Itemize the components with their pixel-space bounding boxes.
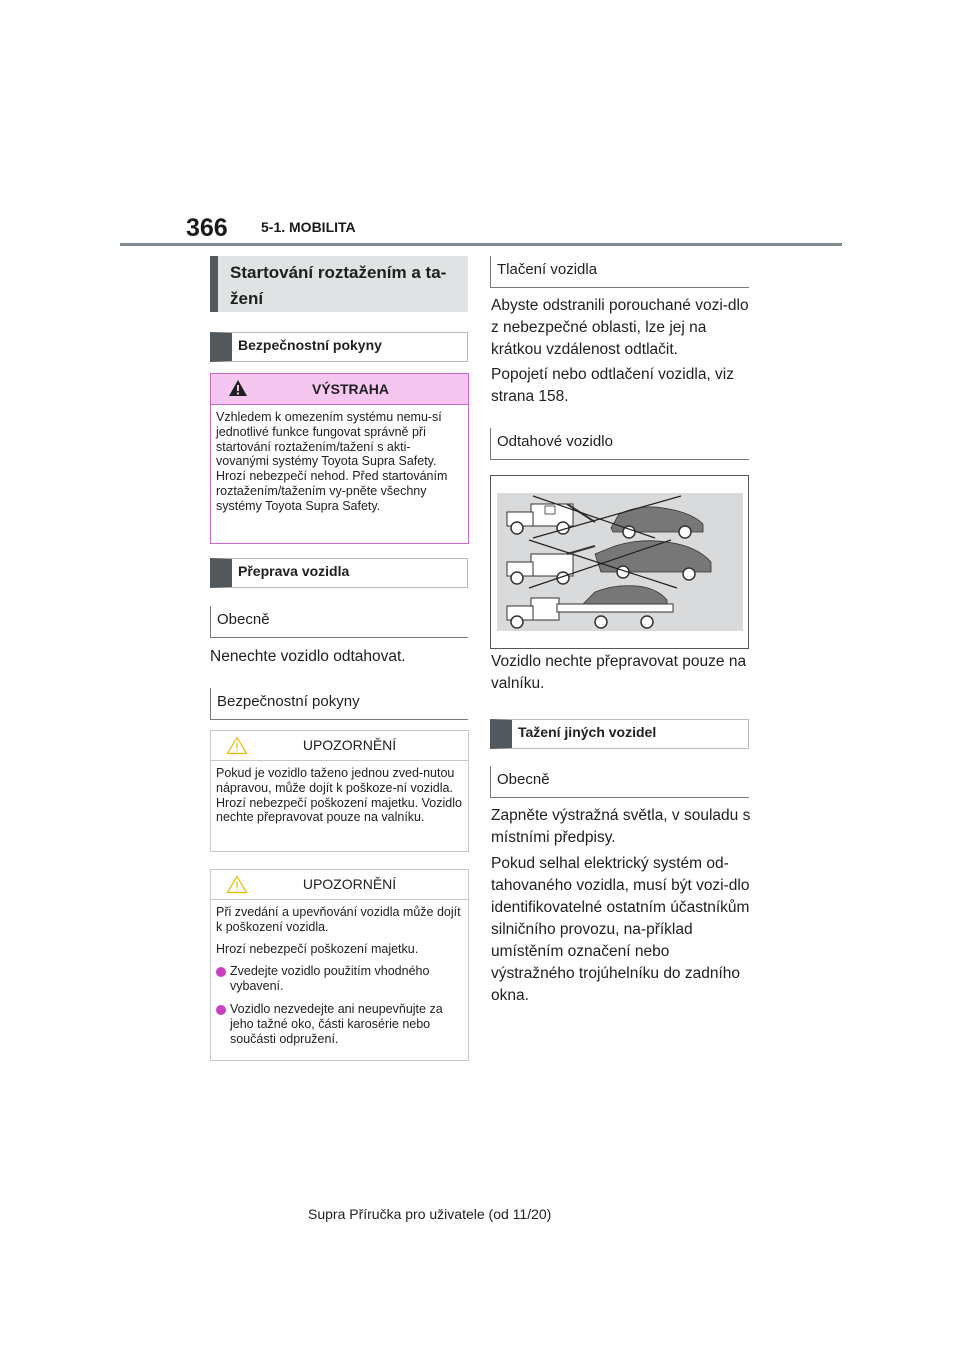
heading-safety: Bezpečnostní pokyny xyxy=(210,332,468,362)
section-title: 5-1. MOBILITA xyxy=(261,219,356,235)
warning-box xyxy=(210,373,469,544)
subheading-safety: Bezpečnostní pokyny xyxy=(210,688,468,720)
general-paragraph-2: Pokud selhal elektrický systém od-tahovaného vozidla, musí být vozi-dlo identifikovatelné ostatním účastníkům silničního provozu, na-příklad umístěním označení nebo výstražného trojúhelníku do zadního okna. xyxy=(491,855,750,1004)
push-paragraph-2: Popojetí nebo odtlačení vozidla, viz strana 158. xyxy=(491,366,734,405)
subheading-push: Tlačení vozidla xyxy=(490,256,749,288)
warning-triangle-icon xyxy=(228,379,248,397)
bullet-item xyxy=(216,1002,463,1046)
caution-content-2 xyxy=(211,900,468,1046)
general-text: Nenechte vozidlo odtahovat. xyxy=(210,648,406,665)
caution-paragraph: Při zvedání a upevňování vozidla může dojít k poškození vozidla. xyxy=(216,905,461,934)
subheading-general-right: Obecně xyxy=(490,766,749,798)
chapter-heading-text: Startování roztažením a ta- žení xyxy=(230,263,447,308)
caution-triangle-icon xyxy=(226,875,248,894)
warning-text: Vzhledem k omezením systému nemu-sí jednotlivé funkce fungovat správně při startování roztažením/tažení s akti-vovanými systémy Toyota Supra Safety. Hrozí nebezpečí nehod. Před startováním roztažením/tažením vy-pněte všechny systémy Toyota Supra Safety. xyxy=(216,410,448,513)
towing-illustration xyxy=(490,475,749,649)
caution-label-1: UPOZORNĚNÍ xyxy=(302,737,397,753)
caution-box-2 xyxy=(210,869,469,1061)
tow-text: Vozidlo nechte přepravovat pouze na valníku. xyxy=(491,653,747,692)
bullet-dot-icon xyxy=(216,967,226,977)
caution-triangle-icon xyxy=(226,736,248,755)
warning-header xyxy=(211,374,468,405)
header-divider xyxy=(120,243,842,246)
towing-methods-illustration xyxy=(491,476,748,648)
caution-paragraph: Hrozí nebezpečí poškození majetku. xyxy=(216,941,419,956)
caution-label-2: UPOZORNĚNÍ xyxy=(302,876,397,892)
page-number: 366 xyxy=(186,214,228,242)
footer-text: Supra Příručka pro uživatele (od 11/20) xyxy=(308,1206,552,1222)
caution-header-2 xyxy=(211,870,468,900)
subheading-tow-vehicle: Odtahové vozidlo xyxy=(490,428,749,460)
bullet-text: Vozidlo nezvedejte ani neupevňujte za jeho tažné oko, části karosérie nebo součásti odpružení. xyxy=(230,1001,443,1046)
heading-transport: Přeprava vozidla xyxy=(210,558,468,588)
heading-towing-other: Tažení jiných vozidel xyxy=(490,719,749,749)
caution-text-1: Pokud je vozidlo taženo jednou zved-nutou nápravou, může dojít k poškoze-ní vozidla. Hrozí nebezpečí poškození majetku. Vozidlo nechte přepravovat pouze na valníku. xyxy=(216,766,462,825)
caution-header-1 xyxy=(211,731,468,761)
bullet-item xyxy=(216,964,463,994)
chapter-heading xyxy=(210,256,468,312)
subheading-general: Obecně xyxy=(210,606,468,638)
bullet-text: Zvedejte vozidlo použitím vhodného vybavení. xyxy=(230,964,430,994)
push-paragraph-1: Abyste odstranili porouchané vozi-dlo z nebezpečné oblasti, lze jej na krátkou vzdálenost odtlačit. xyxy=(491,297,749,358)
warning-label: VÝSTRAHA xyxy=(311,381,389,397)
general-paragraph-1: Zapněte výstražná světla, v souladu s místními předpisy. xyxy=(491,807,751,846)
bullet-dot-icon xyxy=(216,1005,226,1015)
caution-box-1 xyxy=(210,730,469,852)
